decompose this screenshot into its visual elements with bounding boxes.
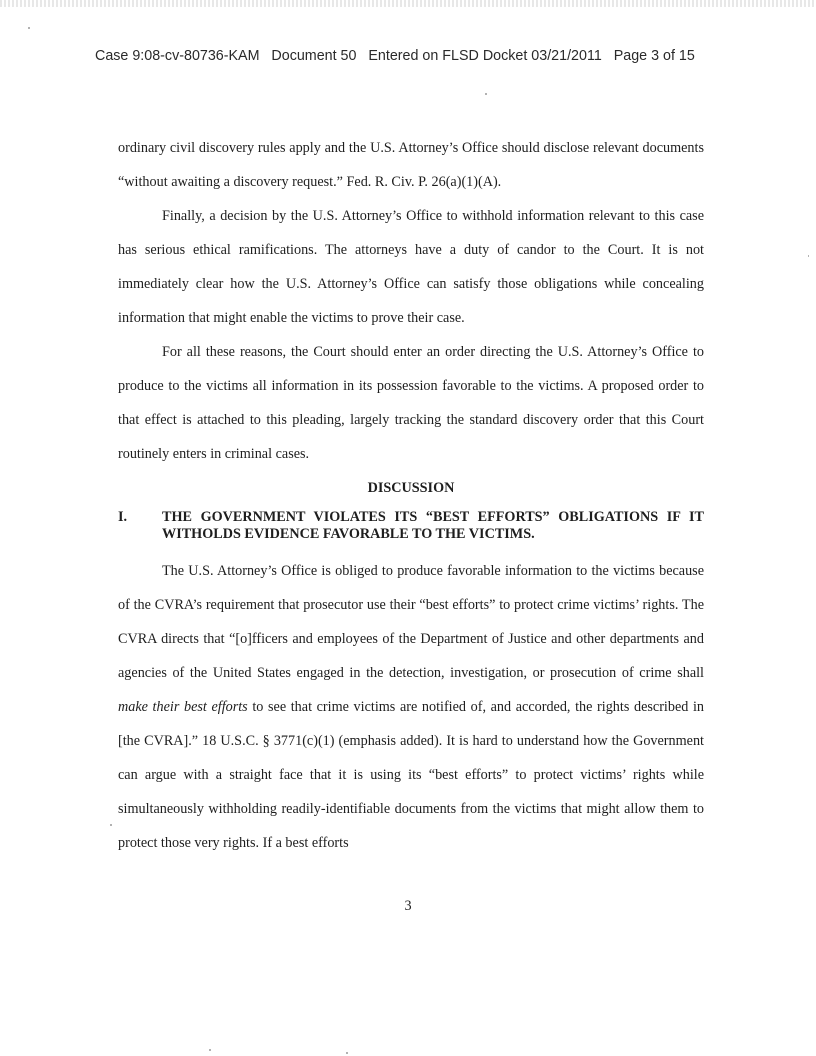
scan-speck (28, 27, 30, 29)
paragraph-continued: ordinary civil discovery rules apply and the U.S. Attorney’s Office should disclose relevant documents “without awaiting a discovery request.” Fed. R. Civ. P. 26(a)(1)(A). (118, 140, 704, 190)
document-number: Document 50 (271, 48, 357, 64)
scan-speck (808, 255, 809, 257)
scan-speck (209, 1049, 211, 1051)
scan-speck (485, 93, 487, 95)
paragraph-best-efforts-part2: to see that crime victims are notified of, and accorded, the rights described in [the CVRA].” 18 U.S.C. § 3771(c)(1) (emphasis added). It is hard to understand how the Government can argue with a straight face that it is using its “best efforts” to protect victims’ rights while simultaneously withholding readily-identifiable documents from the victims that might allow them to protect those very rights. If a best efforts (118, 699, 705, 851)
emphasis-text: make their best efforts (118, 699, 248, 715)
section-heading (118, 509, 704, 543)
paragraph-ethical-ramifications: Finally, a decision by the U.S. Attorney’s Office to withhold information relevant to this case has serious ethical ramifications. The attorneys have a duty of candor to the Court. It is not immediately clear how the U.S. Attorney’s Office can satisfy those obligations while concealing information that might enable the victims to prove their case. (118, 208, 704, 326)
docket-header (95, 48, 735, 64)
section-title: THE GOVERNMENT VIOLATES ITS “BEST EFFORTS” OBLIGATIONS IF IT WITHOLDS EVIDENCE FAVORABLE TO THE VICTIMS. (162, 509, 704, 542)
scan-speck (110, 824, 112, 826)
paragraph-order-request: For all these reasons, the Court should enter an order directing the U.S. Attorney’s Office to produce to the victims all information in its possession favorable to the victims. A proposed order to that effect is attached to this pleading, largely tracking the standard discovery order that this Court routinely enters in criminal cases. (118, 344, 704, 462)
paragraph-best-efforts (118, 554, 704, 860)
scan-speck (346, 1052, 348, 1054)
scan-artifact-streak (0, 0, 816, 7)
page-count: Page 3 of 15 (613, 48, 695, 64)
page-number: 3 (404, 898, 412, 914)
document-body (118, 131, 704, 860)
section-number: I. (118, 509, 128, 525)
case-number: Case 9:08-cv-80736-KAM (95, 48, 260, 64)
docket-entry-date: Entered on FLSD Docket 03/21/2011 (368, 48, 602, 64)
discussion-heading: DISCUSSION (367, 480, 455, 496)
paragraph-best-efforts-part1: The U.S. Attorney’s Office is obliged to produce favorable information to the victims because of the CVRA’s requirement that prosecutor use their “best efforts” to protect crime victims’ rights. The CVRA directs that “[o]fficers and employees of the Department of Justice and other departments and agencies of the United States engaged in the detection, investigation, or prosecution of crime shall (118, 563, 704, 681)
